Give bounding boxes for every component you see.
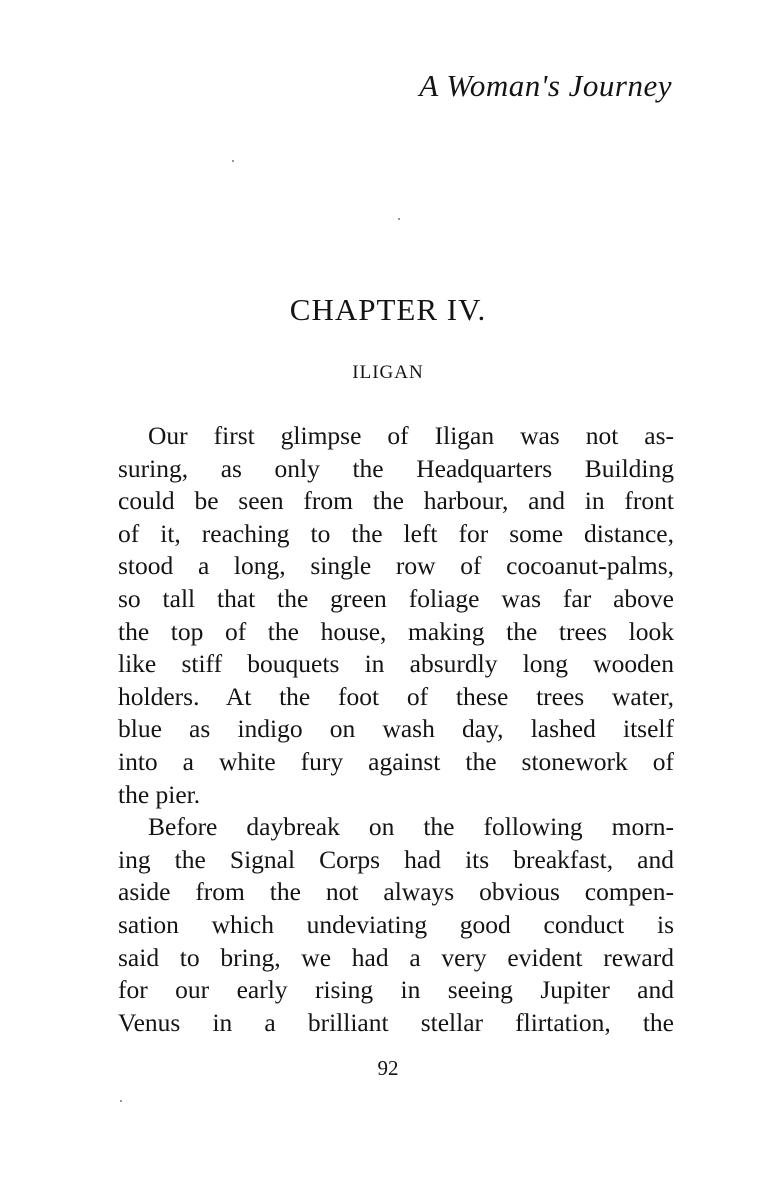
paper-speck <box>232 160 234 162</box>
text-line: sation which undeviating good conduct is <box>118 909 674 939</box>
text-line: stood a long, single row of cocoanut-palms, <box>118 551 674 581</box>
chapter-subtitle: ILIGAN <box>352 362 424 383</box>
text-line: blue as indigo on wash day, lashed itself <box>118 714 674 744</box>
chapter-title: CHAPTER IV. <box>289 292 487 327</box>
text-line: could be seen from the harbour, and in front <box>118 486 674 516</box>
text-line: suring, as only the Headquarters Building <box>118 453 674 483</box>
text-line: so tall that the green foliage was far above <box>118 583 674 613</box>
text-line: the top of the house, making the trees look <box>118 616 674 646</box>
text-line: into a white fury against the stonework of <box>118 746 674 776</box>
paper-speck <box>398 218 400 220</box>
text-line: of it, reaching to the left for some distance, <box>118 518 674 548</box>
body-text <box>118 420 674 1039</box>
text-line: said to bring, we had a very evident reward <box>118 942 674 972</box>
text-line: ing the Signal Corps had its breakfast, and <box>118 844 674 874</box>
text-line: aside from the not always obvious compen- <box>118 877 674 907</box>
text-line: holders. At the foot of these trees water, <box>118 681 674 711</box>
running-head: A Woman's Journey <box>419 68 672 103</box>
page-number: 92 <box>377 1056 399 1080</box>
text-line: Venus in a brilliant stellar flirtation, the <box>118 1007 674 1037</box>
text-line: like stiff bouquets in absurdly long wooden <box>118 649 674 679</box>
text-line: for our early rising in seeing Jupiter and <box>118 975 674 1005</box>
paper-speck <box>120 1100 122 1102</box>
text-line: the pier. <box>118 779 201 809</box>
text-line: Our first glimpse of Iligan was not as- <box>148 421 674 450</box>
text-line: Before daybreak on the following morn- <box>148 812 674 842</box>
